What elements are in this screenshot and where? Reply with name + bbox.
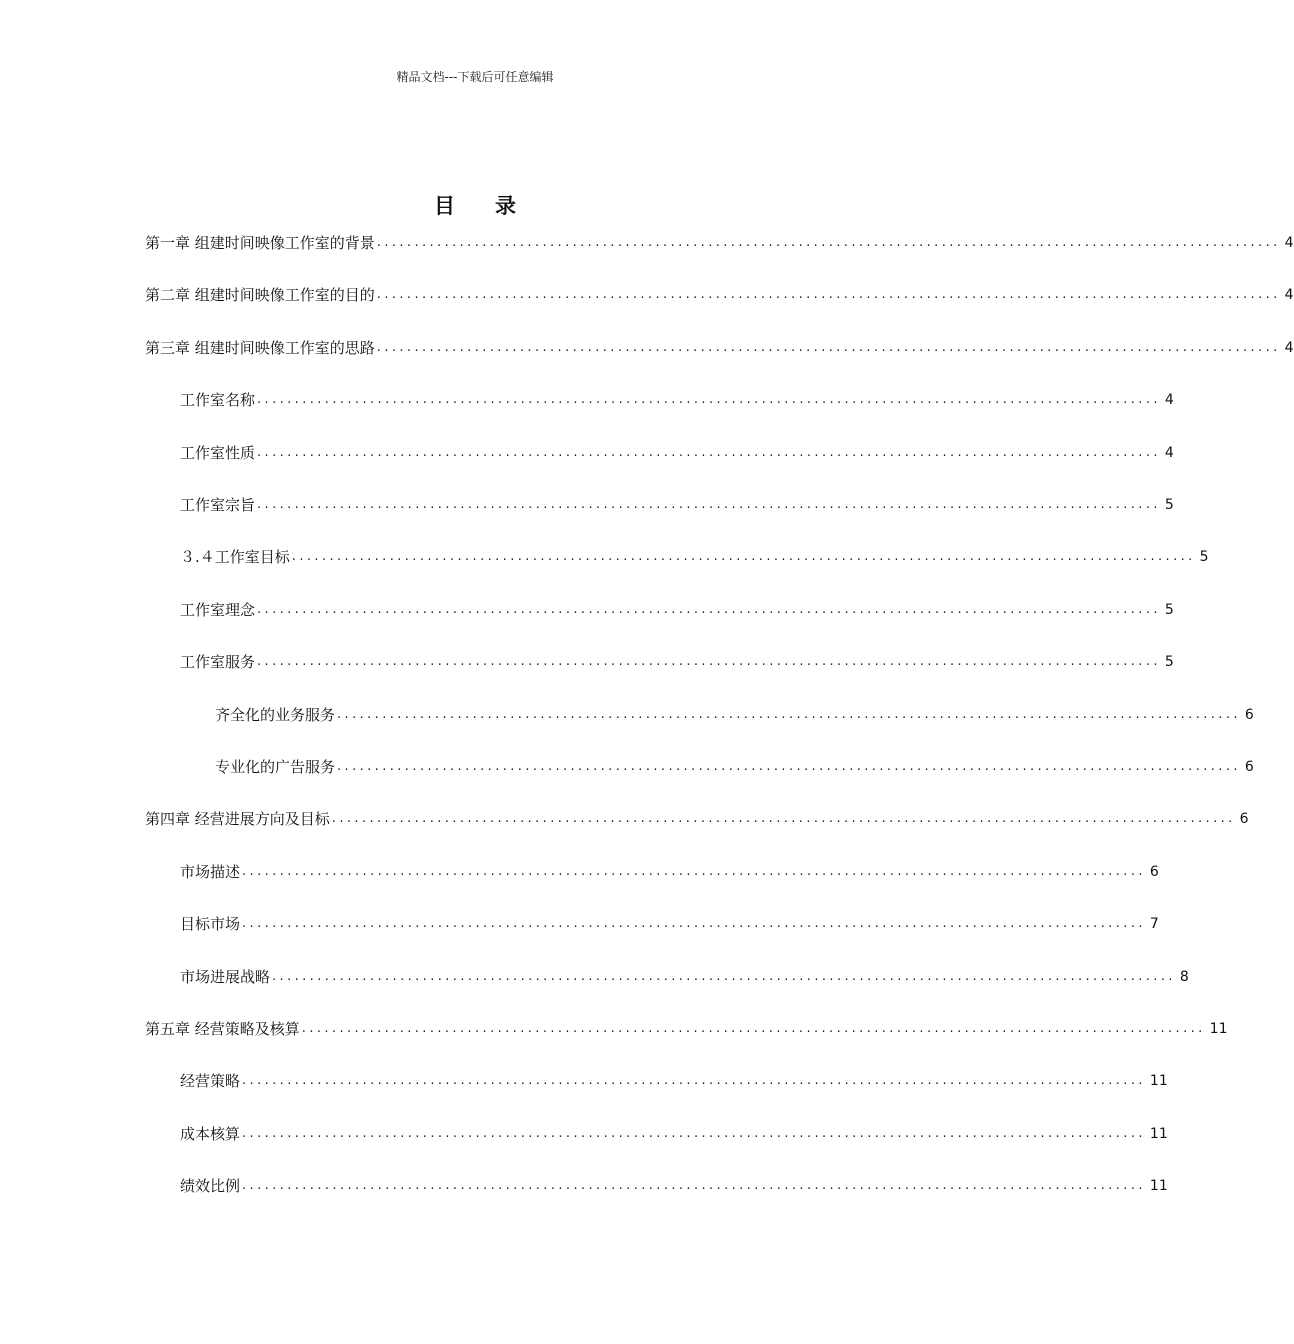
- toc-entry-text: 目标市场: [180, 915, 241, 933]
- toc-entry[interactable]: [215, 756, 1254, 778]
- toc-entry[interactable]: [180, 1070, 1168, 1092]
- toc-entry-text: 绩效比例: [180, 1177, 241, 1195]
- toc-dot-leader: ........................................................................................................................: [301, 1021, 1206, 1036]
- toc-entry-text: 第五章 经营策略及核算: [145, 1020, 300, 1038]
- toc-dot-leader: ........................................................................................................................: [376, 340, 1281, 355]
- toc-entry-page-number: 6: [1244, 759, 1254, 775]
- toc-entry[interactable]: [180, 494, 1174, 516]
- toc-entry-text: 第一章 组建时间映像工作室的背景: [145, 234, 375, 252]
- toc-entry-text: 工作室理念: [180, 601, 256, 619]
- toc-title: 目录: [434, 194, 556, 218]
- toc-entry-page-number: 4: [1164, 445, 1174, 461]
- toc-entry-page-number: 6: [1239, 811, 1249, 827]
- toc-entry[interactable]: [180, 651, 1174, 673]
- toc-entry-page-number: 4: [1284, 287, 1294, 303]
- toc-dot-leader: ........................................................................................................................: [242, 916, 1146, 931]
- toc-entry[interactable]: [180, 861, 1159, 883]
- toc-entry[interactable]: [180, 442, 1174, 464]
- toc-dot-leader: ........................................................................................................................: [337, 707, 1241, 722]
- toc-entry-page-number: 11: [1149, 1126, 1168, 1142]
- toc-entry[interactable]: [145, 284, 1294, 306]
- toc-entry[interactable]: [145, 808, 1249, 830]
- toc-entry-text: 经营策略: [180, 1072, 241, 1090]
- toc-entry-text: 市场进展战略: [180, 968, 271, 986]
- toc-entry-page-number: 6: [1244, 707, 1254, 723]
- toc-entry[interactable]: [215, 704, 1254, 726]
- page-header: 精品文档---下载后可任意编辑: [396, 70, 554, 84]
- toc-entry[interactable]: [145, 232, 1294, 254]
- toc-entry[interactable]: [180, 913, 1159, 935]
- toc-dot-leader: ........................................................................................................................: [257, 392, 1161, 407]
- toc-entry-page-number: 6: [1149, 864, 1159, 880]
- toc-entry[interactable]: [180, 599, 1174, 621]
- toc-entry-text: ３.４工作室目标: [180, 548, 290, 566]
- toc-dot-leader: ........................................................................................................................: [257, 602, 1161, 617]
- toc-entry[interactable]: [145, 1018, 1228, 1040]
- toc-entry-text: 工作室性质: [180, 444, 256, 462]
- toc-entry[interactable]: [180, 1175, 1168, 1197]
- toc-entry-text: 工作室名称: [180, 391, 256, 409]
- toc-entry-text: 第二章 组建时间映像工作室的目的: [145, 286, 375, 304]
- toc-dot-leader: ........................................................................................................................: [331, 811, 1236, 826]
- toc-entry[interactable]: [180, 389, 1174, 411]
- toc-dot-leader: ........................................................................................................................: [257, 654, 1161, 669]
- toc-entry-page-number: 11: [1209, 1021, 1228, 1037]
- toc-dot-leader: ........................................................................................................................: [242, 1126, 1146, 1141]
- toc-dot-leader: ........................................................................................................................: [257, 445, 1161, 460]
- toc-dot-leader: ........................................................................................................................: [291, 549, 1196, 564]
- toc-dot-leader: ........................................................................................................................: [376, 235, 1281, 250]
- toc-dot-leader: ........................................................................................................................: [376, 287, 1281, 302]
- toc-entry-text: 工作室服务: [180, 653, 256, 671]
- toc-entry-text: 专业化的广告服务: [215, 758, 336, 776]
- toc-entry-page-number: 5: [1164, 654, 1174, 670]
- toc-entry-page-number: 5: [1199, 549, 1209, 565]
- toc-entry-page-number: 7: [1149, 916, 1159, 932]
- toc-dot-leader: ........................................................................................................................: [242, 864, 1146, 879]
- toc-dot-leader: ........................................................................................................................: [272, 969, 1176, 984]
- toc-dot-leader: ........................................................................................................................: [242, 1073, 1146, 1088]
- toc-entry[interactable]: [145, 337, 1294, 359]
- toc-entry-page-number: 4: [1284, 340, 1294, 356]
- toc-entry-page-number: 4: [1164, 392, 1174, 408]
- toc-entry-page-number: 5: [1164, 602, 1174, 618]
- toc-entry-page-number: 5: [1164, 497, 1174, 513]
- toc-entry-page-number: 11: [1149, 1178, 1168, 1194]
- toc-entry-text: 第三章 组建时间映像工作室的思路: [145, 339, 375, 357]
- toc-dot-leader: ........................................................................................................................: [242, 1178, 1146, 1193]
- toc-dot-leader: ........................................................................................................................: [257, 497, 1161, 512]
- toc-entry[interactable]: [180, 546, 1209, 568]
- toc-entry-page-number: 8: [1179, 969, 1189, 985]
- toc-entry[interactable]: [180, 966, 1189, 988]
- toc-entry-text: 市场描述: [180, 863, 241, 881]
- toc-entry-text: 齐全化的业务服务: [215, 706, 336, 724]
- toc-entry-text: 成本核算: [180, 1125, 241, 1143]
- toc-entry-page-number: 11: [1149, 1073, 1168, 1089]
- toc-dot-leader: ........................................................................................................................: [337, 759, 1241, 774]
- toc-entry-page-number: 4: [1284, 235, 1294, 251]
- toc-entry[interactable]: [180, 1123, 1168, 1145]
- toc-entry-text: 工作室宗旨: [180, 496, 256, 514]
- toc-entry-text: 第四章 经营进展方向及目标: [145, 810, 330, 828]
